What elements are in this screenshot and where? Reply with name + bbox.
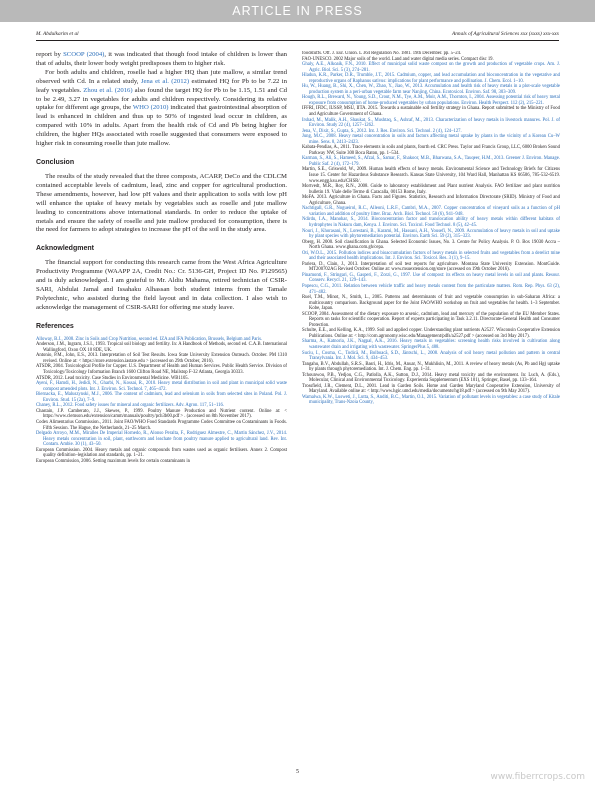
reference-entry[interactable]: Nouri, J., Khorasani, N., Lorestani, B., Karami, M., Hassani, A.H., Yousefi, N., 2009. Accumulation of heavy metals in soil and uptake by plant species with phytoremediation potential. Environ. Earth Sci. 59 (2), 315–323. <box>302 228 560 240</box>
running-head-authors: M. Abdulkarim et al <box>36 31 79 37</box>
right-column <box>302 51 560 754</box>
citation-link[interactable]: Jena et al. (2012) <box>140 77 190 85</box>
citation-link[interactable]: Zhou et al. (2016) <box>83 86 133 94</box>
reference-entry: European Commission, 2006. Setting maximum levels for certain contaminants in <box>36 458 191 464</box>
reference-entry: MoFA. 2013. Agriculture in Ghana. Facts and Figures. Statistics, Research and Information Directorate (SRID). Ministry of Food and Agriculture, Ghana. <box>302 195 560 206</box>
running-head <box>36 31 559 37</box>
reference-entry: Antonio, P.M., John, E.S., 2013. Interpretation of Soil Test Results. Iowa State University Extension Outreach. October. PM 1310 revised. Online at: < https://store.extension.iastate.edu > (accessed on 29th October, 2016). <box>36 353 287 364</box>
reference-entry[interactable]: Alloway, B.J., 2008. Zinc in Soils and Crop Nutrition, second ed. IZA and IFA Publication, Brussels, Belgium and Paris. <box>36 336 263 342</box>
reference-entry[interactable]: Delgado Arroyo, M.M., Miralles De Imperial Hornedo, R., Alonso Peralta, F., Rodriguez Almestre, C., Martin Sánchez, J.V., 2014. Heavy metals concentration in soil, plant, earthworm and leachate from poultry manure applied to agricultural land. Rev. Int. Contam. Ambie. 30 (1), 43–50. <box>36 431 287 448</box>
reference-list-right <box>302 51 560 406</box>
reference-entry[interactable]: Karman, S., Ali, S., Hameed, S., Afzal, S., Samar, F., Shakoor, M.B., Bharwana, S.A., Tauqeer, H.M., 2013. Greener J. Environ. Manage. Public Saf. 2 (4), 172–179. <box>302 156 560 167</box>
reference-entry[interactable]: Biernacka, E., Maluszynski, M.J., 2006. The content of cadmium, lead and selenium in soils from selected sites in Poland. Pol. J. Environ. Stud. 15 (2a), 7–9. <box>36 392 287 403</box>
acknowledgment-heading: Acknowledgment <box>36 245 94 253</box>
reference-entry[interactable]: Ayeni, F., Hamdi, H., Jedidi, N., Gharbi, N., Kossai, R., 2010. Heavy metal distribution in soil and plant in municipal solid waste compost amended plots. Int. J. Environ. Sci. Technol. 7, 465–472. <box>36 381 287 392</box>
reference-list-left <box>36 337 287 465</box>
reference-entry: Chastain, J.P. Camberato, J.J., Skewes, P., 1999. Poultry Manure Production and Nutrient content. Online at: < https://www.clemson.edu/extension/camm/manuals/poultry/pch3b00.pdf > . (accessed on 8th November 2017). <box>36 408 287 420</box>
reference-entry: Ruel, T.M., Minot, N., Smith, L., 2005. Patterns and determinants of fruit and vegetable consumption in sub-Saharan Africa: a multicountry comparison. Background paper for the Joint FAO/WHO workshop on fruit and vegetables for health. 1–3 September. Kobe, Japan. <box>302 295 560 312</box>
reference-entry[interactable]: Hladun, K.R., Parker, D.R., Trumble, J.T., 2015. Cadmium, copper, and lead accumulation and bioconcentration in the vegetative and reproductive organs of Raphanus sativus: implications for plant performance and pollination. J. Chem. Ecol. 1–10. <box>302 73 560 84</box>
reference-entry[interactable]: Jena, V., Dixit, S., Gupta, S., 2012. Int. J. Res. Environ. Sci. Technol. 2 (4), 124–127. <box>302 128 462 134</box>
reference-entry: foodstuffs. Off. J. Eur. Union. L 364 Regulation No. 1881. 19th December. pp. 5–24. <box>302 51 462 56</box>
citation-link[interactable]: WHO (2010) <box>132 104 169 112</box>
references-heading: References <box>36 322 74 330</box>
reference-entry: European Commission. 2004. Heavy metals and organic compounds from wastes used as organic fertilisers. Annex 2. Compost quality definition–legislation and standards, pp. 1–21. <box>36 447 287 459</box>
reference-entry: Schulte, E.E., and Kelling, K.A., 1999. Soil and applied copper. Understanding plant nutrients A2527. Wisconsin Cooperative Extension Publications. Online at: < http://corn.agronomy.wisc.edu/Management/pdfs/a2527.pdf > (accessed on 3rd May 2017). <box>302 328 560 339</box>
header-rule <box>36 40 559 41</box>
conclusion-heading: Conclusion <box>36 158 75 166</box>
reference-entry: Anderson, J.M., Ingram, J.S.I., 1993. Tropical soil biology and fertility. In: A Handbook of Methods, second ed. C.A.B. International Wallingford, Oxon OX 10 8DE, UK. <box>36 342 287 353</box>
reference-entry[interactable]: Pinamonti, F., Stringari, G., Gasperi, F., Zorzi, G., 1997. Use of compost: its effects on heavy metal levels in soil and plants. Resour. Conserv. Recycl. 21, 129–143. <box>302 272 560 284</box>
reference-entry: Tangahu, B.V., Abdullah, S.R.S., Basri, H., Idris, M., Anuar, N., Mukhlisin, M., 2011. A review of heavy metals (As, Pb and Hg) uptake by plants through phytoremediation. Int. J. Chem. Eng. pp. 1–31. <box>302 361 560 373</box>
reference-entry[interactable]: Hough, R.L., Breward, N., Young, S.D., Crout, N.M., Tye, A.M., Moir, A.M., Thornton, I., 2004. Assessing potential risk of heavy metal exposure from consumption of home-produced vegetables by urban populations. Environ. Health Perspect. 112 (2), 215–221. <box>302 95 560 106</box>
reference-entry[interactable]: Popescu, C.G., 2011. Relation between vehicle traffic and heavy metals content from the particulate matters. Rom. Rep. Phys. 63 (2), 471–482. <box>302 283 560 295</box>
reference-entry: Trossfield, J.R., Clement, D.L., 2001. Lead in Garden Soils. Home and Garden Maryland Cooperative Extension, University of Maryland. Available online at: < http://www.hgic.umd.edu/media/documents/hg18.pdf > (accessed on 9th May 2017). <box>302 383 560 395</box>
conclusion-paragraph: The results of the study revealed that the three composts, ACARP, DeCo and the CDLCM contained acceptable levels of cadmium, lead, zinc and copper for agricultural production. These amendments, however, had low pH values and their application to soils with low pH will enhance the uptake of heavy metals by vegetables such as roselle and jute mallow leading to concentrations above international standards. In order to reduce the uptake of metals and ensure the safety of roselle and jute mallow produced for consumption, there is the need for farmers to adopt strategies to increase the pH of the soil in the study area. <box>36 172 287 234</box>
body-paragraph-1: report by SCOOP (2004), it was indicated that though food intake of children is lower than that of adults, their lower body weight predisposes them to higher risk. <box>36 51 287 67</box>
body-paragraph-2: For both adults and children, roselle had a higher HQ than jute mallow, a similar trend observed with Cd. In a related study, Jena et al. (2012) estimated HQ for Pb to be 7.22 in leafy vegetables. Zhou et al. (2016) also found the target HQ for Pb to be 1.15, 1.51 and Cd to be 2.49, 3.27 in vegetables for adults and children respectively. Considering its relative uptake for different age groups, the WHO (2010) indicated that gastrointestinal absorption of lead is enhanced in children and thus up to 50% of ingested lead occur in children, as compared with 10% in adults. Apart from the health risk of Cd and Pb being higher for children, the higher HQs associated with roselle suggested that consumers were exposed to higher risk in consuming roselle than jute mallow. <box>36 68 287 148</box>
page-number: 5 <box>296 769 299 775</box>
reference-entry[interactable]: Irshad, M., Malik, A.H., Shaukat, S., Mushtaq, S., Ashraf, M., 2013. Characterization of heavy metals in livestock manures. Pol. J. of Environ. Study 22 (4), 1257–1262. <box>302 117 560 129</box>
reference-entry[interactable]: Sharma, A., Katnoria, J.K., Nagpal, A.K., 2016. Heavy metals in vegetables: screening health risks involved in cultivation along wastewater drain and irrigating with wastewater. SpringerPlus 5, 488. <box>302 339 560 350</box>
citation-link[interactable]: SCOOP (2004) <box>63 51 105 58</box>
reference-entry: Oberg, H. 2000. Soil classification in Ghana. Selected Economic Issues, No. 3. Centre for Policy Analysis. P. O. Box 19030 Accra – North Ghana. www.ghana.com.gh/cepa. <box>302 239 560 251</box>
watermark: www.fiberrcrops.com <box>490 772 585 782</box>
reference-entry: Martin, S.E., Griswold, W., 2009. Human health effects of heavy metals. Environmental Science and Technology Briefs for Citizens Issue 15. Center for Hazardous Substance Research. Kansas State University, 104 Ward Hall, Manhattan KS 66506, 785-532-6519. www.engg.ksu.edu/CHSR/. <box>302 167 560 184</box>
reference-entry[interactable]: Suciu, I., Cosma, C., Todică, M., Bolboacă, S.D., Jäntschi, L., 2008. Analysis of soil heavy metal pollution and pattern in central Transylvania. Int. J. Mol. Sci. 9, 434–453. <box>302 350 560 362</box>
reference-entry: Pariera, D., Clain, J., 2013. Interpretation of soil test reports for agriculture. Montana State University Extension. MontGuide. MT200702AG Revised October. Online at: www.msuextension.org/store (accessed on 19th October 2016). <box>302 261 560 273</box>
reference-entry[interactable]: Chaney, R.L., 2012. Food safety issues for mineral and organic fertilizers. Adv. Agron. 117, 51–116. <box>36 403 224 409</box>
reference-entry[interactable]: Ghaly, A.E., Alkoaik, F.N., 2010. Effect of municipal solid waste compost on the growth and production of vegetable crops. Am. J. Agric. Biol. Sci. 5 (3), 274–281. <box>302 62 560 73</box>
reference-entry: ATSDR, 2004. Toxicological Profile for Copper. U.S. Department of Health and Human Services. Public Health Service. Division of Toxicology/Toxicology Information Branch 1600 Clifton Road NE, Mailstop F-32 Atlanta, Georgia 30333. <box>36 364 287 376</box>
running-head-journal: Annals of Agricultural Sciences xxx (xxxx) xxx-xxx <box>452 31 559 37</box>
reference-entry: Mortvedt, M.R., Roy, R.N., 2008. Guide to laboratory establishment and Plant nutrient Analysis. FAO fertilizer and plant nutrition bulletin 19. Viale delle Terme di Caracalla, 00153 Rome, Italy. <box>302 184 560 195</box>
reference-entry[interactable]: Nachtigall, G.R., Nogueirol, R.C., Alleoni, L.R.F., Cambri, M.A., 2007. Copper concentration of vineyard soils as a function of pH variation and addition of poultry litter. Braz. Arch. Biol. Technol. 50 (6), 941–948. <box>302 206 560 217</box>
reference-entry[interactable]: Hu, W., Huang, B., Shi, X., Chen, W., Zhao, Y., Jiao, W., 2013. Accumulation and health risk of heavy metals in a plot-scale vegetable production system in a peri-urban vegetable farm near Nanjing, China. Ecotoxicol. Environ. Saf. 98, 303–309. <box>302 84 560 95</box>
reference-entry: ATSDR, 2012. Lead toxicity. Case Studies in Environmental Medicine. WB1105. <box>36 375 189 381</box>
reference-entry[interactable]: Jung, M.C., 2008. Heavy metal concentration in soils and factors affecting metal uptake by plants in the vicinity of a Korean Cu–W mine. Sens. 8, 2413–2423. <box>302 134 560 145</box>
reference-entry[interactable]: Oti, W.O.L., 2015. Pollution indices and bioaccumulation factors of heavy metals in selected fruits and vegetables from a derelict mine and their associated health implications. Int. J. Environ. Sci. Toxicol. Res. 3 (1), 9–15. <box>302 250 560 262</box>
left-column <box>36 51 287 754</box>
article-in-press-banner: ARTICLE IN PRESS <box>0 0 595 22</box>
reference-entry[interactable]: Wamalwa, K.W., Lusweti, J., Lutta, S., Anditi, B.C., Martin, O.I., 2015. Variation of pollutant levels in vegetables: a case study of Kitale municipality, Trans-Nzoia County, <box>302 394 560 406</box>
reference-entry: IFFRI, IFDC, IUSSP, MSU, IITA. 2015. Towards a sustainable soil fertility strategy in Ghana. Report submitted to the Ministry of Food and Agriculture Government of Ghana. <box>302 106 560 118</box>
reference-entry: Codex Alimentarius Commission., 2011. Joint FAO/WHO Food Standards Programme Codex Committee on Contaminants in Foods. Fifth Session. The Hague, the Netherlands, 21–25 March. <box>36 419 287 431</box>
reference-entry: SCOOP, 2004. Assessment of the dietary exposure to arsenic, cadmium, lead and mercury of the population of the EU Member States. Reports on tasks for scientific cooperation. Report of experts participating in Task 3.2.11. Directorate-General Health and Consumer Protection. <box>302 311 560 328</box>
reference-entry: FAO-UNESCO. 2002 Major soils of the world. Land and water digital media series. Compact disc 19. <box>302 56 494 62</box>
reference-entry: Tchounwou, P.B., Yedjou, C.G., Patlolla, A.K., Sutton, D.J., 2014. Heavy metal toxicity and the environment. In: Luch, A. (Eds.), Molecular, Clinical and Environmental Toxicology. Experientia Supplementum (EXS 101), Springer, Basel, pp. 133–164. <box>302 372 560 384</box>
reference-entry: Kabata-Pendias, A., 2011. Trace elements in soils and plants, fourth ed. CRC Press. Taylor and Francis Group, LLC, 6000 Broken Sound Parkway NW, Suite 300 Boca Raton, pp. 1–534. <box>302 145 560 156</box>
reference-entry[interactable]: Ndirdu, I.A., Manohar, S., 2014. Bioconcentration factor and translocation ability of heavy metals within different habitats of hydrophytes in Nakuru dam, Kenya. J. Environ. Sci. Toxicol. Food Technol. 8 (5), 42–45. <box>302 217 560 228</box>
acknowledgment-paragraph: The financial support for conducting this research came from the West Africa Agriculture Productivity Programme (WAAPP 2A, Credit No.: Cr. 5136-GH, Project ID No. P129565) and is duly acknowledged. I am grateful to Mr. Aldiu Mahama, retired technician of CSIR-SARI, Abdulai Jamal and Issahaku Alhassan both student interns from the Tamale Polytechnic, who assisted during the field layout and in data collection. I also wish to acknowledge the management of CSIR-SARI for offering me study leave. <box>36 259 287 311</box>
